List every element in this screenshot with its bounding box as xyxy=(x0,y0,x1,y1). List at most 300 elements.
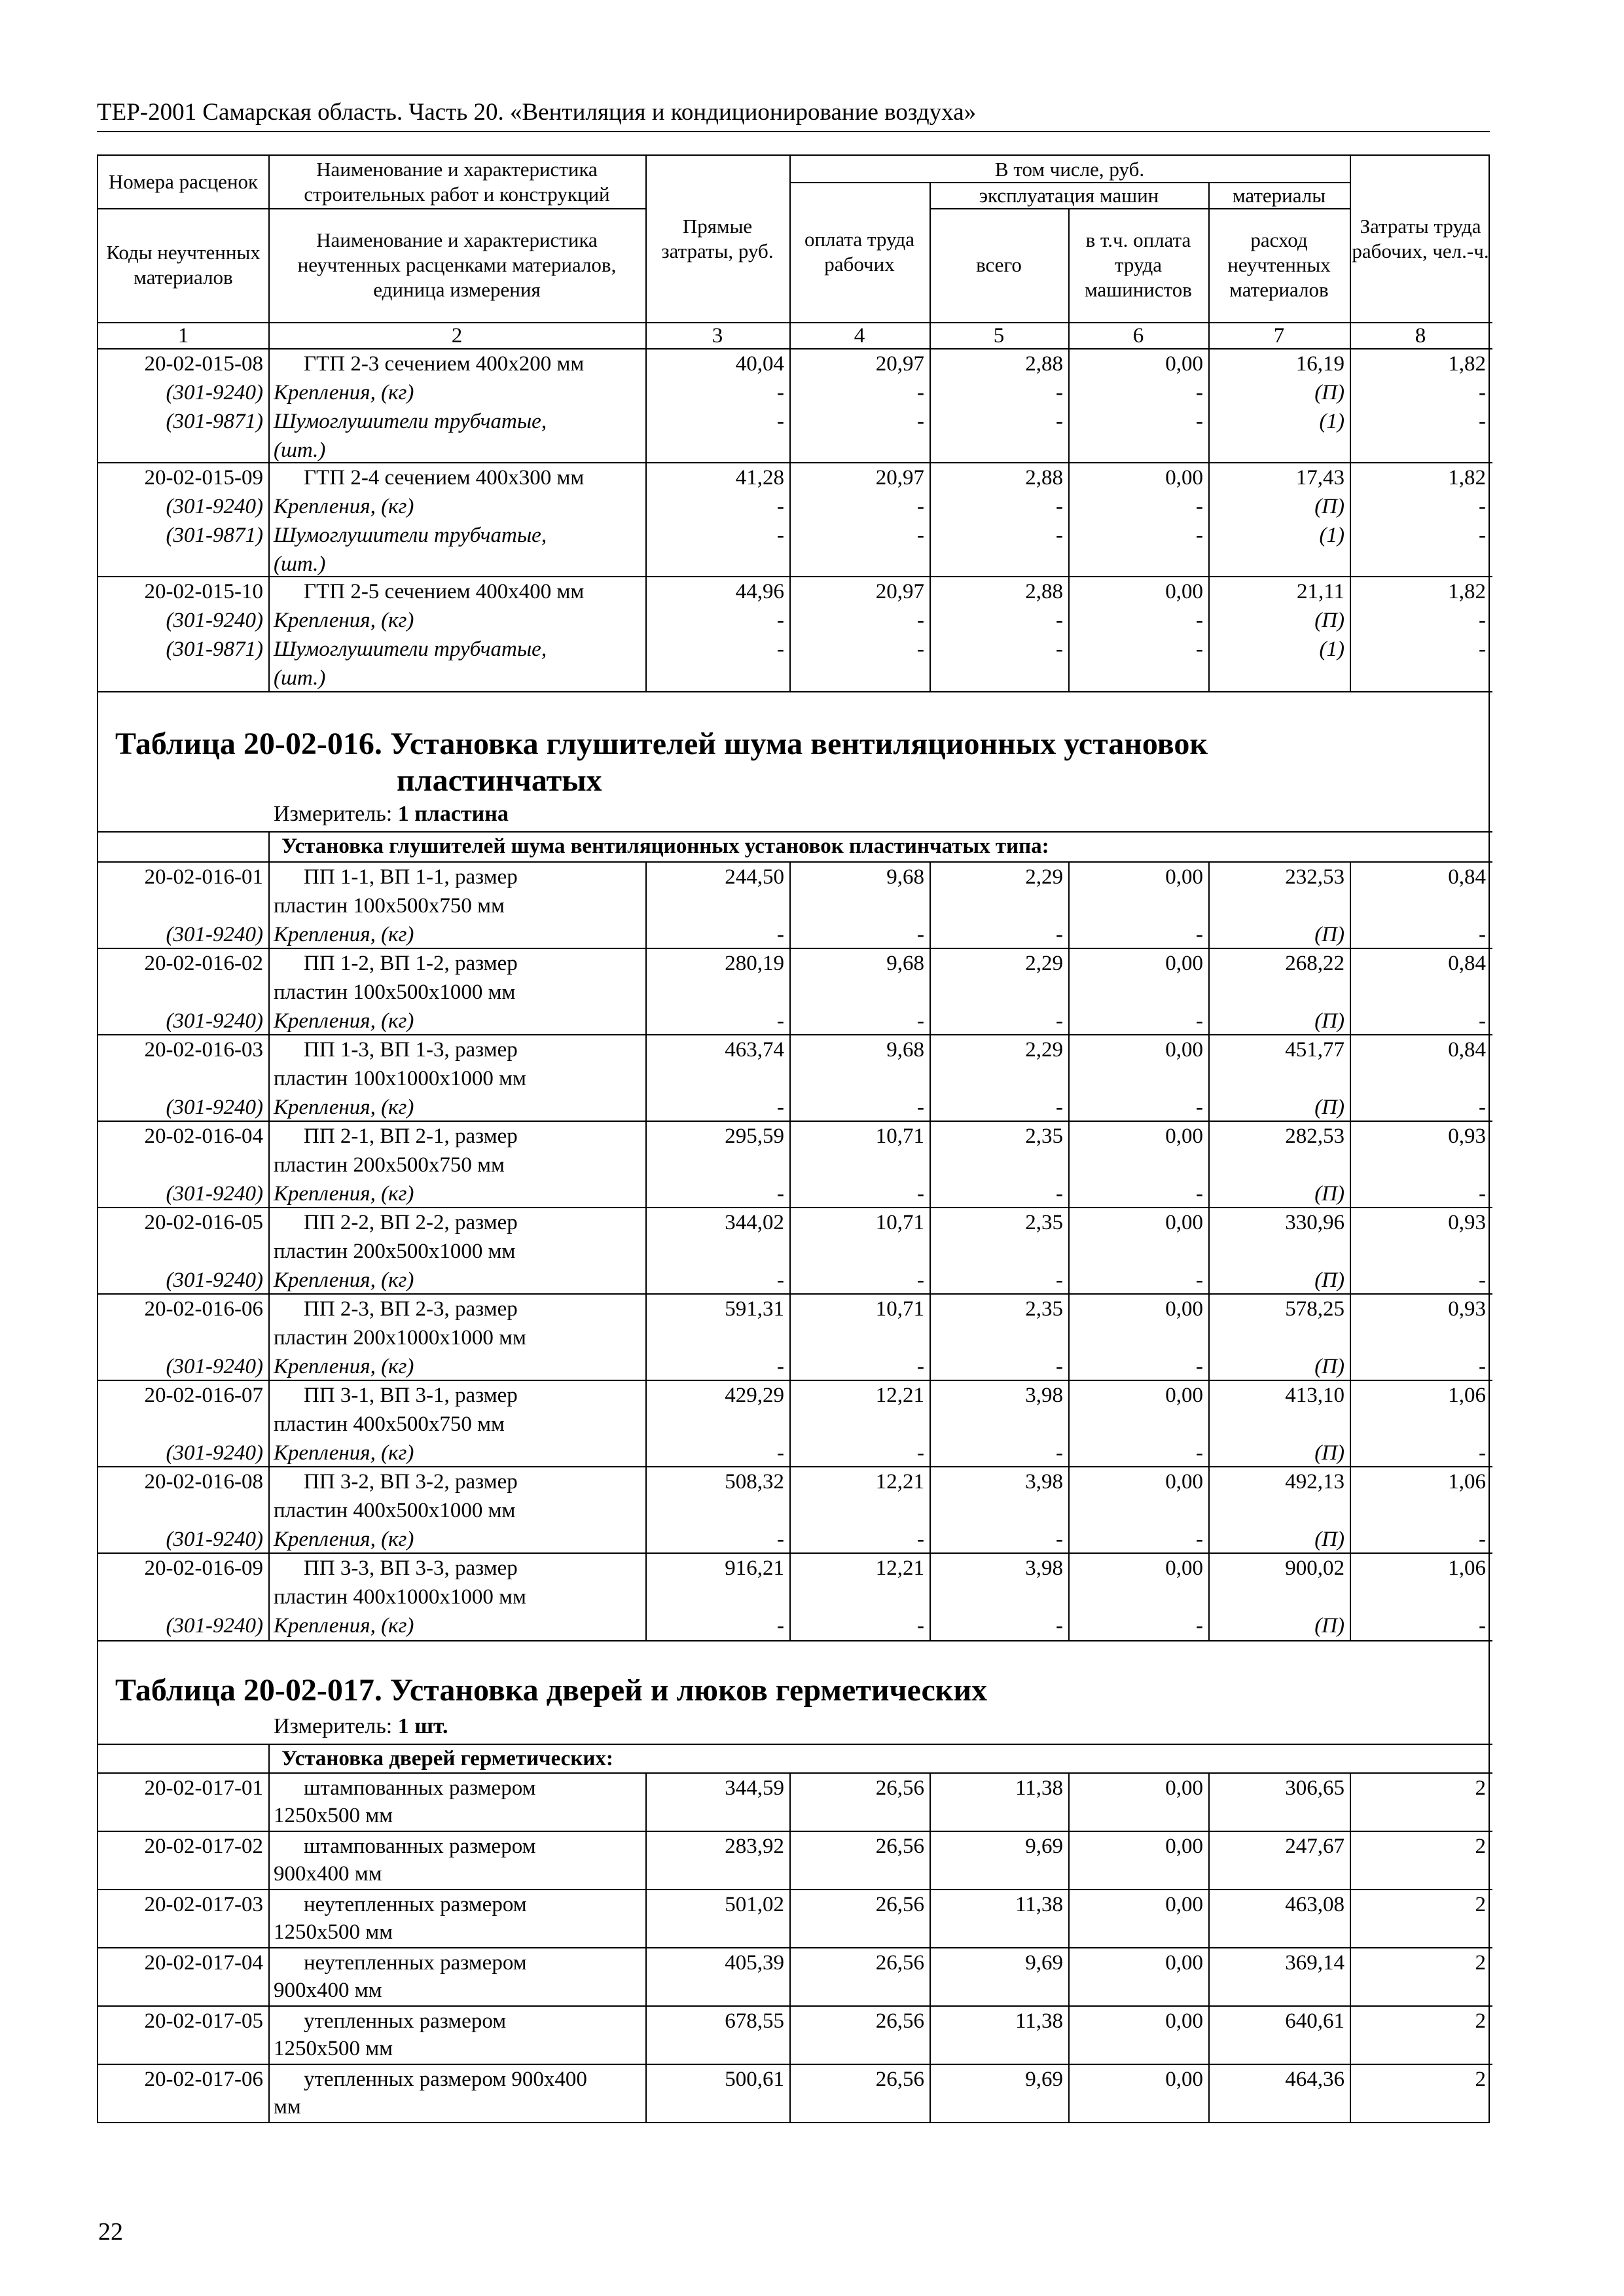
value-cell: 20,97 xyxy=(875,466,924,490)
value-cell: - xyxy=(917,1528,924,1551)
rate-code: 20-02-016-07 xyxy=(144,1384,263,1407)
value-cell: - xyxy=(1056,1268,1063,1292)
value-cell: - xyxy=(1196,410,1203,433)
material-name: Крепления, (кг) xyxy=(274,1009,414,1033)
value-cell: - xyxy=(1479,1096,1486,1119)
column-rule xyxy=(268,863,270,1640)
value-cell: - xyxy=(1196,637,1203,661)
value-cell: 2,35 xyxy=(1025,1297,1063,1321)
value-cell: - xyxy=(1056,1182,1063,1206)
work-name-cont: пластин 100х500х1000 мм xyxy=(274,980,516,1004)
block-bottom-rule xyxy=(98,1640,1492,1641)
work-name: ПП 3-1, ВП 3-1, размер xyxy=(304,1384,518,1407)
header-labor-pay: оплата труда рабочих xyxy=(804,228,915,276)
value-cell: 247,67 xyxy=(1285,1835,1344,1858)
work-name: ПП 1-3, ВП 1-3, размер xyxy=(304,1038,518,1062)
rate-code: 20-02-016-02 xyxy=(144,952,263,975)
value-cell: 2 xyxy=(1475,1893,1486,1916)
value-cell: 0,00 xyxy=(1165,2068,1203,2091)
work-name-cont: пластин 200х1000х1000 мм xyxy=(274,1326,526,1350)
rate-code: 20-02-015-10 xyxy=(144,580,263,603)
running-header: ТЕР-2001 Самарская область. Часть 20. «Вентиляция и кондиционирование воздуха» xyxy=(97,99,977,126)
value-cell: - xyxy=(1056,1528,1063,1551)
work-name-cont: пластин 100х500х750 мм xyxy=(274,894,505,918)
work-name-cont: 900х400 мм xyxy=(274,1979,382,2002)
value-cell: 0,00 xyxy=(1165,952,1203,975)
material-code: (301-9240) xyxy=(166,381,263,404)
work-name: ПП 2-1, ВП 2-1, размер xyxy=(304,1124,518,1148)
value-cell: - xyxy=(1056,923,1063,946)
value-cell: 1,06 xyxy=(1448,1556,1486,1580)
value-cell: - xyxy=(1196,1096,1203,1119)
value-cell: 0,00 xyxy=(1165,1384,1203,1407)
value-cell: - xyxy=(777,609,784,632)
value-cell: - xyxy=(917,1268,924,1292)
value-cell: - xyxy=(1056,495,1063,518)
value-cell: - xyxy=(1196,1268,1203,1292)
value-cell: (П) xyxy=(1314,1182,1344,1206)
value-cell: - xyxy=(777,1096,784,1119)
value-cell: - xyxy=(1196,1441,1203,1465)
value-cell: 0,00 xyxy=(1165,352,1203,376)
measure-label: Измеритель: xyxy=(274,802,398,826)
value-cell: - xyxy=(917,495,924,518)
header-machines-total: всего xyxy=(976,253,1022,276)
value-cell: 1,82 xyxy=(1448,466,1486,490)
value-cell: 900,02 xyxy=(1285,1556,1344,1580)
material-name: Крепления, (кг) xyxy=(274,1182,414,1206)
value-cell: - xyxy=(1479,1614,1486,1638)
value-cell: - xyxy=(917,1441,924,1465)
column-rule xyxy=(929,1774,931,2123)
column-rule xyxy=(268,1774,270,2123)
value-cell: 2,35 xyxy=(1025,1211,1063,1234)
header-direct-costs: Прямые затраты, руб. xyxy=(661,215,774,262)
column-rule xyxy=(1068,863,1070,1640)
work-name: утепленных размером 900х400 xyxy=(304,2068,587,2091)
page-number: 22 xyxy=(98,2218,123,2246)
value-cell: 44,96 xyxy=(735,580,784,603)
value-cell: - xyxy=(917,1355,924,1378)
value-cell: (П) xyxy=(1314,1009,1344,1033)
value-cell: 9,68 xyxy=(886,865,924,889)
value-cell: (П) xyxy=(1314,1614,1344,1638)
value-cell: 10,71 xyxy=(875,1297,924,1321)
value-cell: 12,21 xyxy=(875,1384,924,1407)
column-rule xyxy=(268,831,270,863)
rate-code: 20-02-016-04 xyxy=(144,1124,263,1148)
column-rule xyxy=(645,1774,647,2123)
header-rate-number: Номера расценок xyxy=(108,170,259,193)
value-cell: (1) xyxy=(1319,637,1344,661)
value-cell: 2,29 xyxy=(1025,865,1063,889)
value-cell: 244,50 xyxy=(725,865,784,889)
value-cell: 26,56 xyxy=(875,1893,924,1916)
header-labor-hours: Затраты труда рабочих, чел.-ч. xyxy=(1352,215,1489,262)
value-cell: 41,28 xyxy=(735,466,784,490)
value-cell: 2 xyxy=(1475,1776,1486,1800)
column-rule xyxy=(1068,1774,1070,2123)
value-cell: 0,00 xyxy=(1165,1835,1203,1858)
material-name: Крепления, (кг) xyxy=(274,1528,414,1551)
value-cell: - xyxy=(777,1009,784,1033)
material-name: Крепления, (кг) xyxy=(274,1355,414,1378)
value-cell: (1) xyxy=(1319,410,1344,433)
value-cell: - xyxy=(777,1614,784,1638)
value-cell: - xyxy=(1196,609,1203,632)
value-cell: - xyxy=(917,524,924,547)
value-cell: - xyxy=(917,923,924,946)
value-cell: (П) xyxy=(1314,1441,1344,1465)
material-code: (301-9240) xyxy=(166,1009,263,1033)
value-cell: 451,77 xyxy=(1285,1038,1344,1062)
value-cell: - xyxy=(1479,410,1486,433)
column-rule xyxy=(1208,1774,1210,2123)
value-cell: 26,56 xyxy=(875,1951,924,1975)
work-name: ПП 1-2, ВП 1-2, размер xyxy=(304,952,518,975)
value-cell: - xyxy=(1196,381,1203,404)
value-cell: 463,08 xyxy=(1285,1893,1344,1916)
value-cell: 11,38 xyxy=(1015,2009,1063,2033)
value-cell: 0,00 xyxy=(1165,1124,1203,1148)
value-cell: - xyxy=(1056,609,1063,632)
value-cell: - xyxy=(917,637,924,661)
value-cell: - xyxy=(1479,1009,1486,1033)
column-rule xyxy=(268,1744,270,1774)
value-cell: (1) xyxy=(1319,524,1344,547)
material-name: Крепления, (кг) xyxy=(274,1441,414,1465)
work-name: ПП 2-3, ВП 2-3, размер xyxy=(304,1297,518,1321)
value-cell: 9,69 xyxy=(1025,1835,1063,1858)
value-cell: 26,56 xyxy=(875,1776,924,1800)
value-cell: - xyxy=(1479,1441,1486,1465)
value-cell: 21,11 xyxy=(1296,580,1344,603)
value-cell: 9,69 xyxy=(1025,2068,1063,2091)
material-code: (301-9240) xyxy=(166,1528,263,1551)
table-017-title: Таблица 20-02-017. Установка дверей и люков герметических xyxy=(115,1673,988,1708)
value-cell: (П) xyxy=(1314,1355,1344,1378)
material-code: (301-9240) xyxy=(166,1182,263,1206)
column-rule xyxy=(1068,348,1070,691)
value-cell: 295,59 xyxy=(725,1124,784,1148)
value-cell: - xyxy=(1479,609,1486,632)
work-name: ПП 2-2, ВП 2-2, размер xyxy=(304,1211,518,1234)
rate-code: 20-02-017-02 xyxy=(144,1835,263,1858)
value-cell: - xyxy=(1056,1614,1063,1638)
value-cell: - xyxy=(1479,1528,1486,1551)
value-cell: 0,00 xyxy=(1165,1297,1203,1321)
work-name: неутепленных размером xyxy=(304,1893,527,1916)
rate-code: 20-02-016-01 xyxy=(144,865,263,889)
header-material-name: Наименование и характеристика неучтенных расценками материалов, единица измерения xyxy=(297,228,617,301)
header-materials: материалы xyxy=(1232,184,1326,207)
column-rule xyxy=(789,863,791,1640)
measure-unit xyxy=(274,800,509,829)
value-cell: - xyxy=(777,1355,784,1378)
value-cell: 0,00 xyxy=(1165,1211,1203,1234)
measure-value: 1 шт. xyxy=(397,1714,448,1738)
value-cell: 2,88 xyxy=(1025,466,1063,490)
value-cell: (П) xyxy=(1314,923,1344,946)
value-cell: 678,55 xyxy=(725,2009,784,2033)
value-cell: 0,93 xyxy=(1448,1297,1486,1321)
rate-code: 20-02-016-09 xyxy=(144,1556,263,1580)
value-cell: - xyxy=(917,381,924,404)
header-including: В том числе, руб. xyxy=(994,158,1145,181)
work-name: штампованных размером xyxy=(304,1776,536,1800)
value-cell: - xyxy=(917,1182,924,1206)
value-cell: 1,06 xyxy=(1448,1384,1486,1407)
value-cell: 0,00 xyxy=(1165,1470,1203,1494)
work-name: ГТП 2-5 сечением 400х400 мм xyxy=(304,580,585,603)
value-cell: - xyxy=(1196,495,1203,518)
value-cell: 0,00 xyxy=(1165,865,1203,889)
work-name: ГТП 2-4 сечением 400х300 мм xyxy=(304,466,585,490)
value-cell: 0,00 xyxy=(1165,1951,1203,1975)
header-machines: эксплуатация машин xyxy=(979,184,1159,207)
value-cell: - xyxy=(1196,1528,1203,1551)
work-name: ГТП 2-3 сечением 400х200 мм xyxy=(304,352,585,376)
value-cell: 2 xyxy=(1475,2068,1486,2091)
work-name: штампованных размером xyxy=(304,1835,536,1858)
material-name: Крепления, (кг) xyxy=(274,1096,414,1119)
work-name-cont: 1250х500 мм xyxy=(274,2037,393,2060)
value-cell: 40,04 xyxy=(735,352,784,376)
value-cell: - xyxy=(1056,524,1063,547)
value-cell: 2,88 xyxy=(1025,580,1063,603)
value-cell: 0,00 xyxy=(1165,1893,1203,1916)
value-cell: 0,00 xyxy=(1165,1556,1203,1580)
column-rule xyxy=(1350,863,1351,1640)
value-cell: (П) xyxy=(1314,1096,1344,1119)
value-cell: 26,56 xyxy=(875,2009,924,2033)
work-name-cont: пластин 400х1000х1000 мм xyxy=(274,1585,526,1609)
value-cell: 2 xyxy=(1475,2009,1486,2033)
material-code: (301-9240) xyxy=(166,1614,263,1638)
value-cell: 500,61 xyxy=(725,2068,784,2091)
value-cell: 640,61 xyxy=(1285,2009,1344,2033)
column-number: 2 xyxy=(451,324,463,348)
column-number: 7 xyxy=(1273,324,1285,348)
value-cell: 2 xyxy=(1475,1951,1486,1975)
estimate-table xyxy=(97,154,1490,2123)
value-cell: 280,19 xyxy=(725,952,784,975)
value-cell: (П) xyxy=(1314,1268,1344,1292)
value-cell: - xyxy=(1056,637,1063,661)
value-cell: 9,68 xyxy=(886,1038,924,1062)
value-cell: 1,82 xyxy=(1448,580,1486,603)
value-cell: 1,82 xyxy=(1448,352,1486,376)
column-rule xyxy=(645,863,647,1640)
value-cell: - xyxy=(1479,923,1486,946)
block-bottom-rule xyxy=(98,691,1492,692)
value-cell: 26,56 xyxy=(875,1835,924,1858)
header-work-name: Наименование и характеристика строительных работ и конструкций xyxy=(304,158,610,206)
value-cell: 232,53 xyxy=(1285,865,1344,889)
material-name: Шумоглушители трубчатые, xyxy=(274,637,547,661)
value-cell: 17,43 xyxy=(1295,466,1344,490)
value-cell: 2,88 xyxy=(1025,352,1063,376)
value-cell: - xyxy=(1479,1268,1486,1292)
value-cell: 20,97 xyxy=(875,352,924,376)
rate-code: 20-02-017-01 xyxy=(144,1776,263,1800)
material-code: (301-9240) xyxy=(166,1268,263,1292)
value-cell: - xyxy=(1479,495,1486,518)
value-cell: 0,00 xyxy=(1165,2009,1203,2033)
material-code: (301-9240) xyxy=(166,1355,263,1378)
value-cell: 9,68 xyxy=(886,952,924,975)
value-cell: - xyxy=(777,410,784,433)
column-rule xyxy=(1208,348,1210,691)
value-cell: - xyxy=(1056,381,1063,404)
material-name: (шт.) xyxy=(274,439,326,462)
value-cell: 12,21 xyxy=(875,1556,924,1580)
value-cell: 10,71 xyxy=(875,1211,924,1234)
value-cell: - xyxy=(1056,1096,1063,1119)
rate-code: 20-02-016-05 xyxy=(144,1211,263,1234)
value-cell: - xyxy=(1196,1009,1203,1033)
value-cell: 344,02 xyxy=(725,1211,784,1234)
column-rule xyxy=(789,348,791,691)
value-cell: 0,00 xyxy=(1165,1038,1203,1062)
value-cell: 578,25 xyxy=(1285,1297,1344,1321)
value-cell: - xyxy=(777,923,784,946)
material-name: (шт.) xyxy=(274,552,326,576)
value-cell: - xyxy=(777,495,784,518)
value-cell: (П) xyxy=(1314,609,1344,632)
work-name-cont: пластин 200х500х1000 мм xyxy=(274,1240,516,1263)
rate-code: 20-02-015-09 xyxy=(144,466,263,490)
value-cell: - xyxy=(777,524,784,547)
value-cell: - xyxy=(777,1441,784,1465)
value-cell: 492,13 xyxy=(1285,1470,1344,1494)
value-cell: 16,19 xyxy=(1295,352,1344,376)
column-rule xyxy=(1208,863,1210,1640)
work-name-cont: пластин 100х1000х1000 мм xyxy=(274,1067,526,1090)
material-name: Шумоглушители трубчатые, xyxy=(274,410,547,433)
measure-unit xyxy=(274,1712,448,1741)
rate-code: 20-02-016-06 xyxy=(144,1297,263,1321)
value-cell: 20,97 xyxy=(875,580,924,603)
value-cell: 0,93 xyxy=(1448,1124,1486,1148)
value-cell: - xyxy=(1479,524,1486,547)
work-name: ПП 1-1, ВП 1-1, размер xyxy=(304,865,518,889)
work-name-cont: пластин 400х500х750 мм xyxy=(274,1412,505,1436)
rate-code: 20-02-016-03 xyxy=(144,1038,263,1062)
value-cell: 0,84 xyxy=(1448,1038,1486,1062)
material-code: (301-9871) xyxy=(166,524,263,547)
work-name-cont: мм xyxy=(274,2095,301,2119)
rate-code: 20-02-015-08 xyxy=(144,352,263,376)
value-cell: 12,21 xyxy=(875,1470,924,1494)
material-name: Шумоглушители трубчатые, xyxy=(274,524,547,547)
column-number: 6 xyxy=(1132,324,1144,348)
value-cell: 413,10 xyxy=(1285,1384,1344,1407)
value-cell: 501,02 xyxy=(725,1893,784,1916)
value-cell: 0,84 xyxy=(1448,952,1486,975)
value-cell: 3,98 xyxy=(1025,1556,1063,1580)
material-name: Крепления, (кг) xyxy=(274,1614,414,1638)
value-cell: - xyxy=(1479,381,1486,404)
column-number: 3 xyxy=(712,324,723,348)
value-cell: 0,00 xyxy=(1165,1776,1203,1800)
work-name: утепленных размером xyxy=(304,2009,507,2033)
material-code: (301-9871) xyxy=(166,637,263,661)
column-number: 1 xyxy=(177,324,189,348)
column-rule xyxy=(789,1774,791,2123)
value-cell: (П) xyxy=(1314,1528,1344,1551)
value-cell: 9,69 xyxy=(1025,1951,1063,1975)
value-cell: 3,98 xyxy=(1025,1384,1063,1407)
value-cell: - xyxy=(1196,923,1203,946)
measure-value: 1 пластина xyxy=(397,802,509,826)
material-code: (301-9240) xyxy=(166,495,263,518)
value-cell: - xyxy=(917,1009,924,1033)
column-rule xyxy=(1350,348,1351,691)
header-machinist-pay: в т.ч. оплата труда машинистов xyxy=(1085,228,1192,301)
value-cell: - xyxy=(1056,410,1063,433)
column-number: 4 xyxy=(854,324,865,348)
value-cell: 282,53 xyxy=(1285,1124,1344,1148)
value-cell: (П) xyxy=(1314,495,1344,518)
header-material-codes: Коды неучтенных материалов xyxy=(106,241,261,289)
rate-code: 20-02-017-03 xyxy=(144,1893,263,1916)
value-cell: - xyxy=(1479,1355,1486,1378)
value-cell: - xyxy=(1479,637,1486,661)
value-cell: 0,93 xyxy=(1448,1211,1486,1234)
header-rule xyxy=(97,131,1490,132)
value-cell: 306,65 xyxy=(1285,1776,1344,1800)
material-code: (301-9240) xyxy=(166,609,263,632)
value-cell: - xyxy=(1056,1009,1063,1033)
material-name: Крепления, (кг) xyxy=(274,923,414,946)
column-rule xyxy=(929,863,931,1640)
material-name: (шт.) xyxy=(274,666,326,690)
value-cell: 344,59 xyxy=(725,1776,784,1800)
rate-code: 20-02-017-05 xyxy=(144,2009,263,2033)
value-cell: 11,38 xyxy=(1015,1776,1063,1800)
material-code: (301-9240) xyxy=(166,1441,263,1465)
value-cell: - xyxy=(777,1182,784,1206)
value-cell: 429,29 xyxy=(725,1384,784,1407)
value-cell: 0,00 xyxy=(1165,580,1203,603)
material-code: (301-9871) xyxy=(166,410,263,433)
value-cell: 10,71 xyxy=(875,1124,924,1148)
work-name-cont: 1250х500 мм xyxy=(274,1804,393,1827)
value-cell: 369,14 xyxy=(1285,1951,1344,1975)
value-cell: 464,36 xyxy=(1285,2068,1344,2091)
value-cell: (П) xyxy=(1314,381,1344,404)
value-cell: - xyxy=(777,1528,784,1551)
work-name: неутепленных размером xyxy=(304,1951,527,1975)
value-cell: 916,21 xyxy=(725,1556,784,1580)
value-cell: 1,06 xyxy=(1448,1470,1486,1494)
value-cell: - xyxy=(777,1268,784,1292)
value-cell: - xyxy=(1196,1614,1203,1638)
value-cell: 283,92 xyxy=(725,1835,784,1858)
value-cell: 405,39 xyxy=(725,1951,784,1975)
material-code: (301-9240) xyxy=(166,923,263,946)
value-cell: - xyxy=(1056,1441,1063,1465)
value-cell: 0,84 xyxy=(1448,865,1486,889)
value-cell: 0,00 xyxy=(1165,466,1203,490)
material-name: Крепления, (кг) xyxy=(274,1268,414,1292)
column-number: 5 xyxy=(993,324,1005,348)
work-name: ПП 3-3, ВП 3-3, размер xyxy=(304,1556,518,1580)
value-cell: - xyxy=(917,1614,924,1638)
material-name: Крепления, (кг) xyxy=(274,495,414,518)
value-cell: - xyxy=(1056,1355,1063,1378)
